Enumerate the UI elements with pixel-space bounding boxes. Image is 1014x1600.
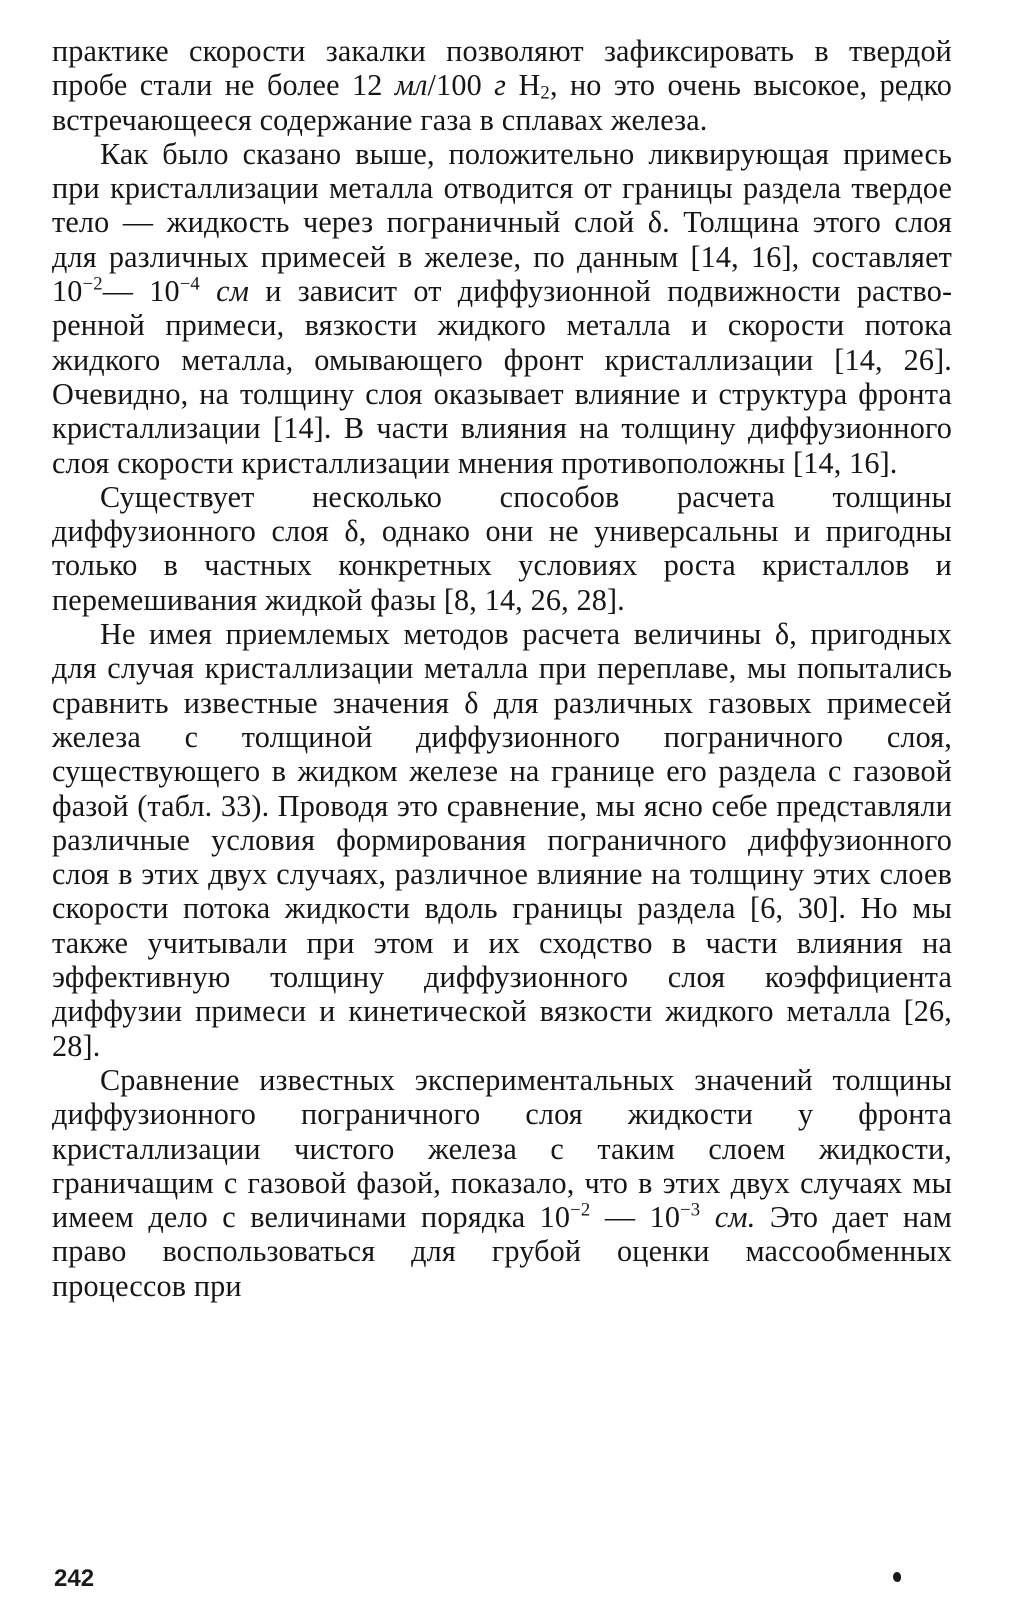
ink-dot-mark <box>893 1572 901 1582</box>
page-number: 242 <box>54 1565 95 1592</box>
text-run: и зависит от диффузионной подвижности растворенной примеси, вязкости жидкого металла и скорости потока жидкого металла, омывающего фронт кристаллизации [14, 26]. Очевидно, на толщину слоя оказывает влияние и структура фронта кристаллизации [14]. В части влияния на толщину диффузионного слоя скорости кристаллизации мнения противоположны [14, 16]. <box>52 274 952 480</box>
paragraph-5 <box>52 1063 952 1303</box>
text-run: Существует несколько способов расчета толщины диффузионного слоя δ, однако они не универсальны и пригодны только в частных конкретных условиях роста кристаллов и перемешивания жидкой фазы [8, 14, 26, 28]. <box>52 479 952 617</box>
text-run: Как было сказано выше, положительно ликвирующая примесь при кристаллизации металла отводится от границы раздела твердое тело — жидкость через пограничный слой δ. Толщина этого слоя для различных примесей в железе, по данным [14, 16], составляет 10 <box>52 136 952 309</box>
italic-unit: см. <box>714 1200 756 1235</box>
italic-unit: см <box>216 274 250 309</box>
text-run: , но это очень высокое, редко встречающееся содержание газа в сплавах железа. <box>52 68 952 137</box>
text-run: — 10 <box>102 274 180 309</box>
text-run: практике скорости закалки позволяют зафиксировать в твердой пробе стали не более 12 <box>52 34 952 103</box>
paragraph-4 <box>52 617 952 1063</box>
paragraph-2 <box>52 137 952 480</box>
text-run: Сравнение известных экспериментальных значений толщины диффузионного пограничного слоя жидкости у фронта кристаллизации чистого железа с таким слоем жидкости, граничащим с газовой фазой, показало, что в этих двух случаях мы имеем дело с величинами порядка 10 <box>52 1062 952 1235</box>
superscript: −4 <box>179 273 200 295</box>
text-run <box>700 1200 714 1234</box>
text-run: — 10 <box>590 1200 681 1235</box>
superscript: −2 <box>82 273 103 295</box>
text-run <box>200 274 216 308</box>
paragraph-1 <box>52 34 952 137</box>
text-run: Это дает нам право воспользоваться для грубой оценки массообменных процессов при <box>52 1200 953 1303</box>
text-run: Не имея приемлемых методов расчета величины δ, пригодных для случая кристаллизации металла при переплаве, мы попытались сравнить известные значения δ для различных газовых примесей железа с толщиной диффузионного пограничного слоя, существующего в жидком железе на границе его раздела с газовой фазой (табл. 33). Проводя это сравнение, мы ясно себе представляли различные условия формирования пограничного диффузионного слоя в этих двух случаях, различное влияние на толщину этих слоев скорости потока жидкости вдоль границы раздела [6, 30]. Но мы также учитывали при этом и их сходство в части влияния на эффективную толщину диффузионного слоя коэффициента диффузии примеси и кинетической вязкости жидкого металла [26, 28]. <box>52 617 952 1063</box>
superscript: −2 <box>570 1199 591 1221</box>
text-run: H <box>506 68 541 103</box>
text-run: /100 <box>427 68 495 103</box>
superscript: −3 <box>680 1199 701 1221</box>
body-text <box>52 34 952 1303</box>
italic-unit: мл <box>394 68 428 103</box>
subscript: 2 <box>540 83 550 105</box>
italic-unit: г <box>494 68 507 103</box>
paragraph-3 <box>52 480 952 617</box>
